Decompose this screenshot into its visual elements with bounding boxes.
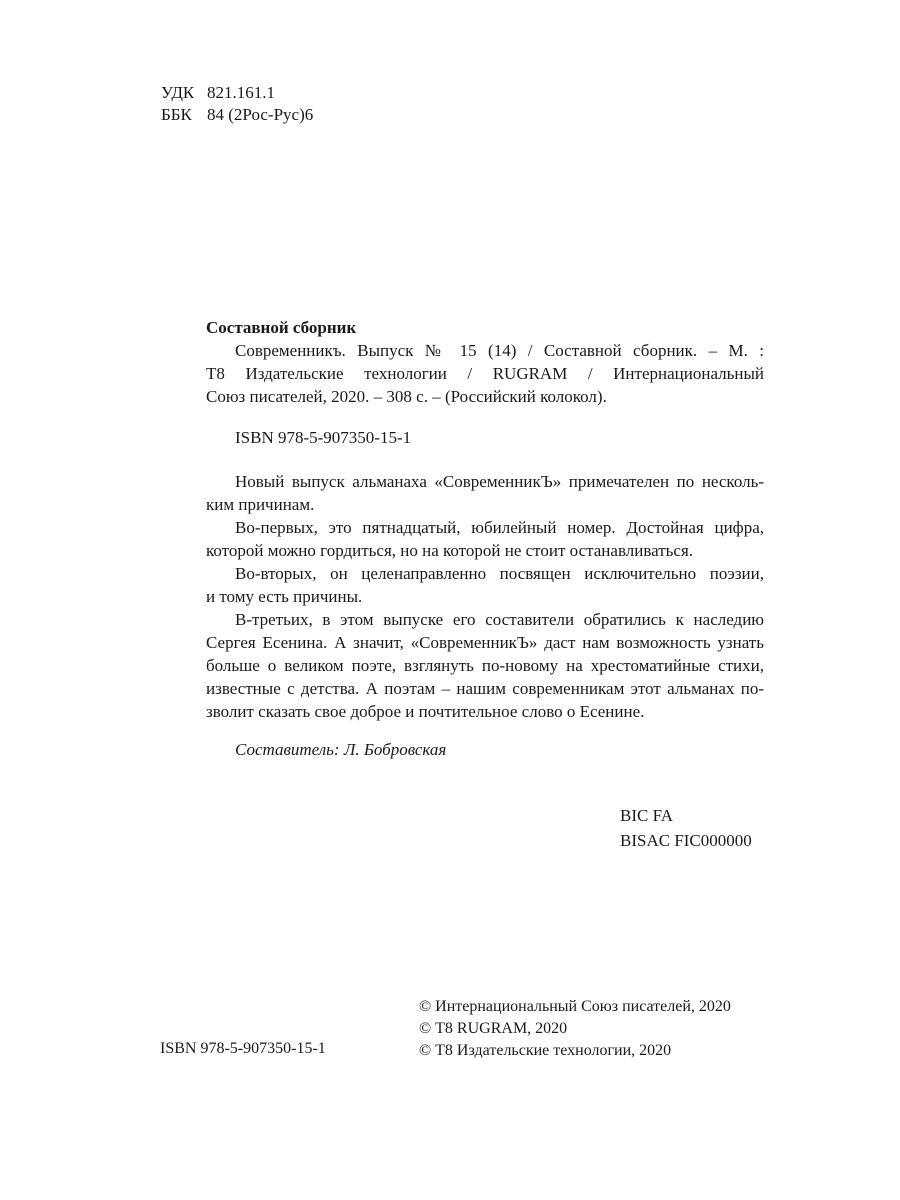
bibliographic-record — [206, 317, 764, 761]
annotation-paragraph — [206, 516, 764, 562]
udk-value: 821.161.1 — [207, 83, 275, 102]
copyright-line: © Т8 Издательские технологии, 2020 — [419, 1042, 672, 1059]
annotation-line: В-третьих, в этом выпуске его составители обратились к наследию — [235, 610, 764, 629]
compiler-credit: Составитель: Л. Бобровская — [235, 740, 447, 759]
annotation-line: ким причинам. — [206, 495, 315, 514]
annotation-paragraph — [206, 562, 764, 608]
annotation-line: Во-первых, это пятнадцатый, юбилейный номер. Достойная цифра, — [235, 518, 764, 537]
bbk-row — [161, 104, 313, 126]
description-line: Союз писателей, 2020. – 308 с. – (Российский колокол). — [206, 387, 607, 406]
annotation-line: Новый выпуск альманаха «СовременникЪ» примечателен по несколь- — [235, 472, 764, 491]
annotation-line: известные с детства. А поэтам – нашим современникам этот альманах по- — [206, 679, 764, 698]
bbk-label: ББК — [161, 105, 192, 124]
annotation-line: Во-вторых, он целенаправленно посвящен исключительно поэзии, — [235, 564, 764, 583]
bisac-code: BISAC FIC000000 — [620, 831, 752, 850]
description-line: Т8 Издательские технологии / RUGRAM / Интернациональный — [206, 364, 764, 383]
description-line: Современникъ. Выпуск № 15 (14) / Составной сборник. – М. : — [235, 341, 764, 360]
annotation-paragraph — [206, 608, 764, 723]
annotation-line: которой можно гордиться, но на которой не стоит останавливаться. — [206, 541, 694, 560]
classification-codes — [161, 82, 313, 126]
annotation-line: зволит сказать свое доброе и почтительное слово о Есенине. — [206, 702, 645, 721]
subject-codes — [620, 803, 752, 853]
udk-row — [161, 82, 313, 104]
bbk-value: 84 (2Рос-Рус)6 — [207, 105, 314, 124]
copyright-line: © Т8 RUGRAM, 2020 — [419, 1020, 568, 1037]
udk-label: УДК — [161, 83, 195, 102]
annotation-line: Сергея Есенина. А значит, «СовременникЪ» даст нам возможность узнать — [206, 633, 764, 652]
bic-code: BIC FA — [620, 806, 674, 825]
footer-isbn: ISBN 978-5-907350-15-1 — [160, 1040, 326, 1057]
annotation — [206, 470, 764, 723]
annotation-line: и тому есть причины. — [206, 587, 363, 606]
record-heading: Составной сборник — [206, 318, 357, 337]
annotation-line: больше о великом поэте, взглянуть по-новому на хрестоматийные стихи, — [206, 656, 764, 675]
record-isbn: ISBN 978-5-907350-15-1 — [235, 428, 412, 447]
copyright-block — [419, 996, 731, 1062]
copyright-line: © Интернациональный Союз писателей, 2020 — [419, 998, 731, 1015]
annotation-paragraph — [206, 470, 764, 516]
